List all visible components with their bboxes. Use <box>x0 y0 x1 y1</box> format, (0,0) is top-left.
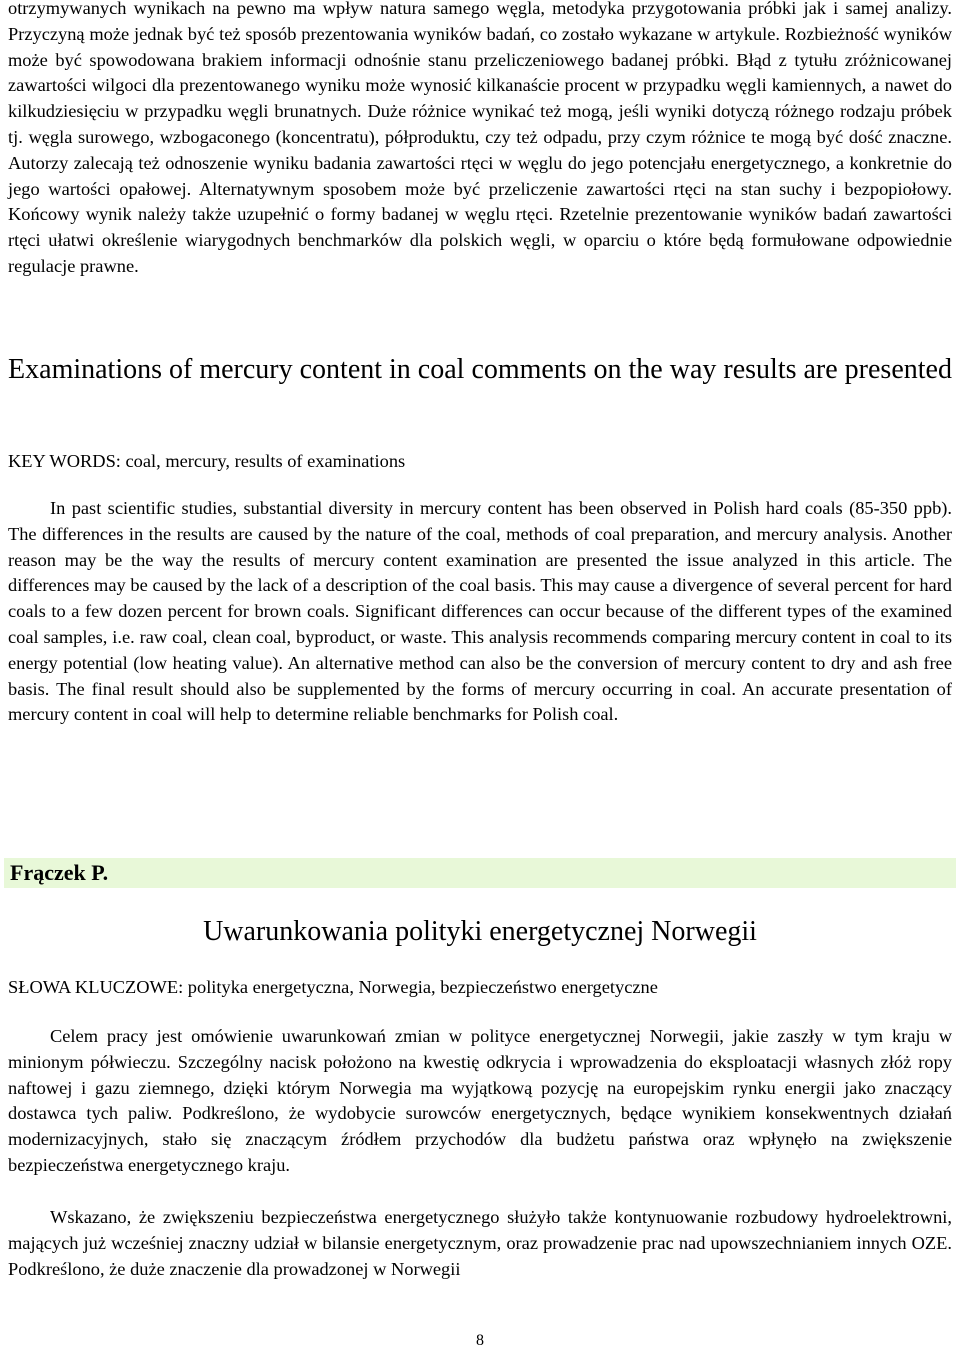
english-article-title: Examinations of mercury content in coal comments on the way results are presented <box>8 354 952 385</box>
english-keywords: KEY WORDS: coal, mercury, results of examinations <box>8 451 406 471</box>
polish-article-title: Uwarunkowania polityki energetycznej Norwegii <box>203 916 757 947</box>
article-author: Frączek P. <box>10 860 109 885</box>
polish-abstract-paragraph-1: Celem pracy jest omówienie uwarunkowań zmian w polityce energetycznej Norwegii, jakie zaszły w tym kraju w minionym półwieczu. Szczególny nacisk położono na kwestię odkrycia i wprowadzenia do eksploatacji własnych złóż ropy naftowej i gazu ziemnego, dzięki którym Norwegia ma wyjątkową pozycję na europejskim rynku energii jako znaczący dostawca tych paliw. Podkreślono, że wydobycie surowców energetycznych, będące wynikiem konsekwentnych działań modernizacyjnych, stało się znaczącym źródłem przychodów dla budżetu państwa oraz wpłynęło na zwiększenie bezpieczeństwa energetycznego kraju. <box>8 1026 952 1175</box>
english-abstract: In past scientific studies, substantial diversity in mercury content has been observed in Polish hard coals (85-350 ppb). The differences in the results are caused by the nature of the coal, methods of coal preparation, and mercury analysis. Another reason may be the way the results of mercury content examination are presented the issue analyzed in this article. The differences may be caused by the lack of a description of the coal basis. This may cause a divergence of several percent for hard coals to a few dozen percent for brown coals. Significant differences can occur because of the different types of the examined coal samples, i.e. raw coal, clean coal, byproduct, or waste. This analysis recommends comparing mercury content in coal to its energy potential (low heating value). An alternative method can also be the conversion of mercury content to dry and ash free basis. The final result should also be supplemented by the forms of mercury occurring in coal. An accurate presentation of mercury content in coal will help to determine reliable benchmarks for Polish coal. <box>8 498 952 725</box>
polish-abstract-continuation: otrzymywanych wynikach na pewno ma wpływ natura samego węgla, metodyka przygotowania próbki jak i samej analizy. Przyczyną może jednak być też sposób prezentowania wyników badań, co zostało wykazane w artykule. Rozbieżność wyników może być spowodowana brakiem informacji odnośnie stanu przeliczeniowego badanej próbki. Błąd z tytułu zróżnicowanej zawartości wilgoci dla prezentowanego wyniku może wynosić kilkanaście procent w przypadku węgli kamiennych, a nawet do kilkudziesięciu w przypadku węgli brunatnych. Duże różnice wynikać też mogą, jeśli wyniki dotyczą różnego rodzaju próbek tj. węgla surowego, wzbogaconego (koncentratu), półproduktu, czy też odpadu, przy czym różnice te mogą być dość znaczne. Autorzy zalecają też odnoszenie wyniku badania zawartości rtęci w węglu do jego potencjału energetycznego, a konkretnie do jego wartości opałowej. Alternatywnym sposobem może być przeliczenie zawartości rtęci na stan suchy i bezpopiołowy. Końcowy wynik należy także uzupełnić o formy badanej w węglu rtęci. Rzetelnie prezentowanie wyników badań zawartości rtęci ułatwi określenie wiarygodnych benchmarków dla polskich węgli, w oparciu o które będą formułowane odpowiednie regulacje prawne. <box>8 0 952 276</box>
author-highlight-band <box>4 858 956 888</box>
page-number: 8 <box>476 1332 484 1349</box>
polish-abstract-paragraph-2: Wskazano, że zwiększeniu bezpieczeństwa energetycznego służyło także kontynuowanie rozbudowy hydroelektrowni, mających już wcześniej znaczny udział w bilansie energetycznym, oraz prowadzenie prac nad upowszechnianiem innych OZE. Podkreślono, że duże znaczenie dla prowadzonej w Norwegii <box>8 1207 952 1279</box>
polish-keywords: SŁOWA KLUCZOWE: polityka energetyczna, Norwegia, bezpieczeństwo energetyczne <box>8 977 658 997</box>
